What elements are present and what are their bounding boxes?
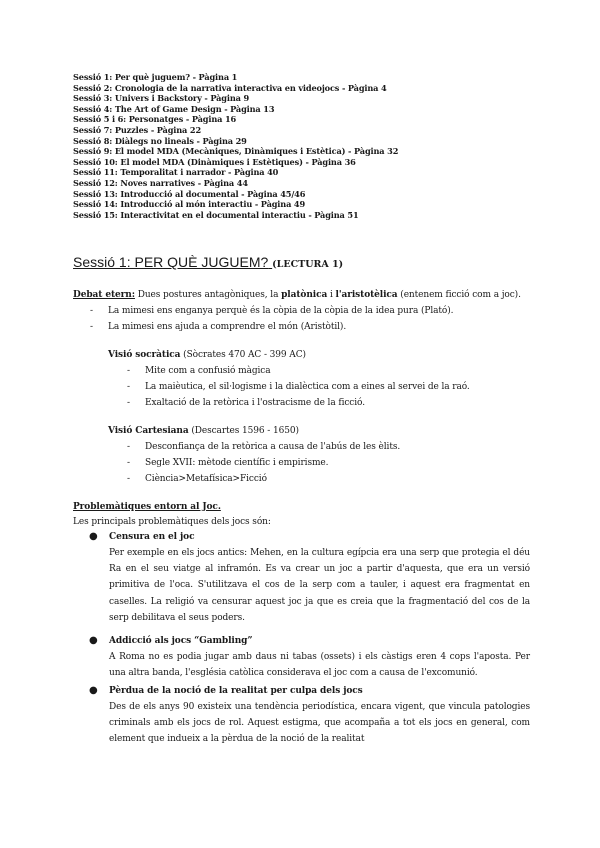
list-item: - Segle XVII: mètode científic i empirisme. [127,458,329,468]
toc-item: Sessió 12: Noves narratives - Pàgina 44 [73,177,248,188]
debat-paragraph [73,288,521,303]
debat-label: Debat etern: [73,290,135,300]
list-item: - La mimesi ens enganya perquè és la còpia de la còpia de la idea pura (Plató). [90,306,454,316]
debat-text: (entenem ficció com a joc). [397,290,521,300]
problematiques-intro: Les principals problemàtiques dels jocs són: [73,517,271,527]
list-item: - Exaltació de la retòrica i l'ostracisme de la ficció. [127,398,365,408]
toc-item: Sessió 2: Cronologia de la narrativa interactiva en videojocs - Pàgina 4 [73,82,387,93]
bullet-paragraph: Per exemple en els jocs antics: Mehen, en la cultura egípcia era una serp que protegia el déu Ra en el seu viatge al inframón. Es va crear un joc a partir d'aquesta, que era un versió primitiva de l'oca. S'utilitzava el cos de la serp com a tauler, i aquest era fragmentat en caselles. La religió va censurar aquest joc ja que es creia que la fragmentació del cos de la serp debilitava el seus poders. [109,548,530,623]
problematiques-heading: Problemàtiques entorn al Joc. [73,502,221,512]
bullet-heading: Censura en el joc [109,532,195,542]
bullet-icon: ● [89,531,98,542]
bullet-paragraph: A Roma no es podia jugar amb daus ni tabas (ossets) i els càstigs eren 4 cops l'aposta. Per una altra banda, l'església catòlica considerava el joc com a causa de l'excomunió. [109,652,530,679]
bullet-heading: Addicció als jocs “Gambling” [109,636,253,646]
bullet-heading: Pèrdua de la noció de la realitat per culpa dels jocs [109,686,363,696]
toc-item: Sessió 14: Introducció al món interactiu - Pàgina 49 [73,199,306,210]
toc-item: Sessió 4: The Art of Game Design - Pàgina 13 [73,103,275,114]
bullet-icon: ● [89,685,98,696]
platonica-term: platònica [281,290,328,300]
list-item-text: Mite com a confusió màgica [145,366,271,376]
toc-item: Sessió 13: Introducció al documental - Pàgina 45/46 [73,188,306,199]
list-item-text: La mimesi ens enganya perquè és la còpia de la còpia de la idea pura (Plató). [108,306,454,316]
toc-item: Sessió 5 i 6: Personatges - Pàgina 16 [73,114,237,125]
list-item: - La mimesi ens ajuda a comprendre el món (Aristòtil). [90,322,347,332]
toc-item: Sessió 15: Interactivitat en el documental interactiu - Pàgina 51 [73,209,359,220]
visio-cartesiana-title: Visió Cartesiana [108,426,189,436]
bullet-paragraph: Des de els anys 90 existeix una tendència periodística, encara vigent, que vincula patologies criminals amb els jocs de rol. Aquest estigma, que acompaña a tot els jocs en general, com element que indueix a la pèrdua de la noció de la realitat [109,702,530,745]
toc-item: Sessió 3: Univers i Backstory - Pàgina 9 [73,93,250,104]
aristotelica-term: l'aristotèlica [335,290,398,300]
toc-item: Sessió 11: Temporalitat i narrador - Pàgina 40 [73,167,279,178]
list-item: - Ciència>Metafísica>Ficció [127,474,267,484]
list-item-text: La maièutica, el sil·logisme i la dialèctica com a eines al servei de la raó. [145,382,470,392]
section-title [73,254,343,270]
list-item: - Mite com a confusió màgica [127,366,271,376]
debat-text: Dues postures antagòniques, la [134,290,282,300]
list-item-text: Exaltació de la retòrica i l'ostracisme de la ficció. [145,398,365,408]
visio-socratica-heading [108,348,306,363]
table-of-contents [73,72,398,220]
toc-item: Sessió 8: Diàlegs no lineals - Pàgina 29 [73,135,247,146]
visio-socratica-title: Visió socràtica [108,350,181,360]
toc-item: Sessió 9: El model MDA (Mecàniques, Dinàmiques i Estètica) - Pàgina 32 [73,146,399,157]
list-item-text: La mimesi ens ajuda a comprendre el món (Aristòtil). [108,322,347,332]
toc-item: Sessió 10: El model MDA (Dinàmiques i Estètiques) - Pàgina 36 [73,156,356,167]
section-title-suffix: (LECTURA 1) [272,259,344,270]
section-title-text: Sessió 1: PER QUÈ JUGUEM? [73,254,269,270]
list-item-text: Segle XVII: mètode científic i empirisme. [145,458,329,468]
list-item: - Desconfiança de la retòrica a causa de l'abús de les èlits. [127,442,401,452]
list-item-text: Desconfiança de la retòrica a causa de l'abús de les èlits. [145,442,401,452]
bullet-icon: ● [89,635,98,646]
debat-text: i [327,290,336,300]
list-item: - La maièutica, el sil·logisme i la dialèctica com a eines al servei de la raó. [127,382,470,392]
visio-socratica-dates: (Sòcrates 470 AC - 399 AC) [180,350,306,360]
toc-item: Sessió 7: Puzzles - Pàgina 22 [73,124,201,135]
list-item-text: Ciència>Metafísica>Ficció [145,474,267,484]
visio-cartesiana-heading [108,424,299,439]
toc-item: Sessió 1: Per què juguem? - Pàgina 1 [73,72,238,82]
visio-cartesiana-dates: (Descartes 1596 - 1650) [188,426,299,436]
